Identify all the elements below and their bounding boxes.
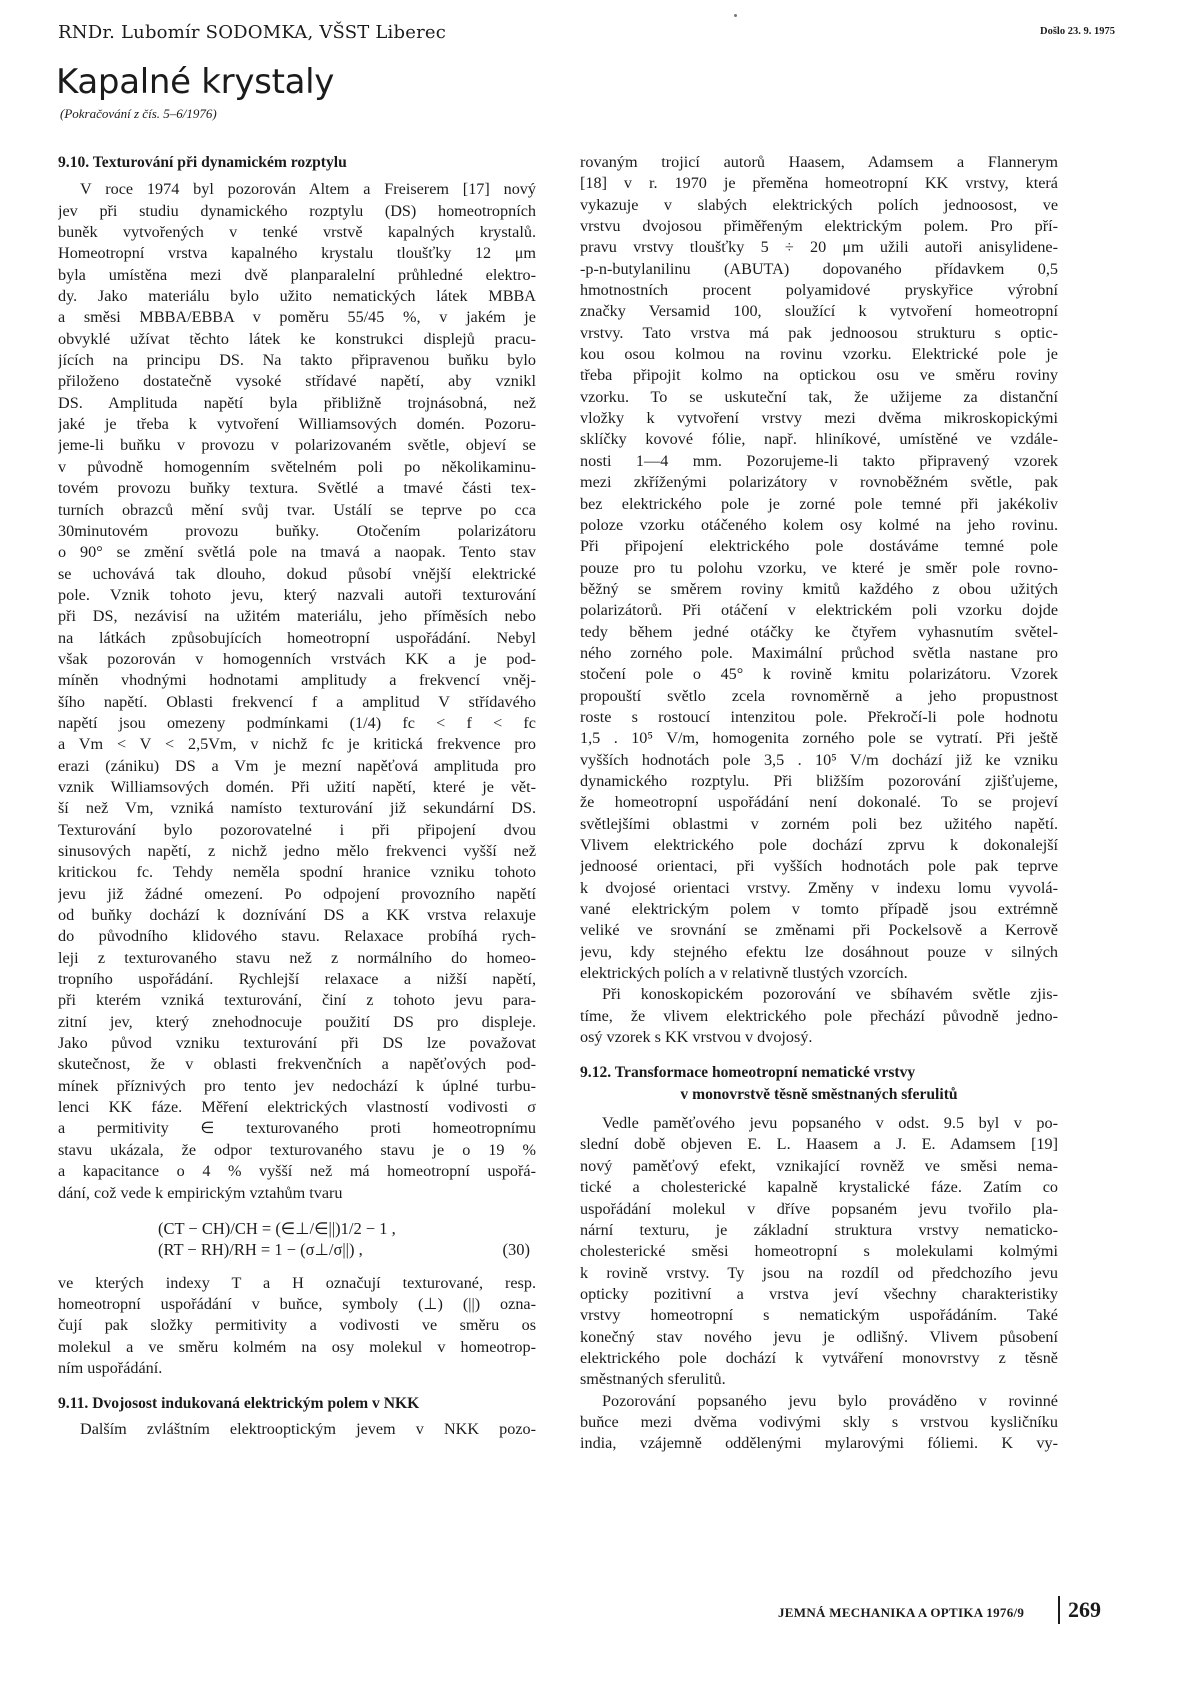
text-line: DS. Amplituda napětí byla přibližně trojnásobná, než [58,393,536,412]
text-line: šího napětí. Oblasti frekvencí f a amplitud V střídavého [58,692,536,711]
text-line: buňce mezi dvěma vodivými skly s vrstvou kysličníku [580,1412,1058,1431]
text-line: jících na principu DS. Na takto připravenou buňku bylo [58,351,536,370]
text-line: cholesterické směsi homeotropní s molekulami kolmými [580,1242,1058,1261]
page-number: 269 [1068,1597,1101,1622]
text-line: stavu ukázala, že odpor texturovaného stavu je o 19 % [58,1140,536,1159]
text-line: tropního uspořádání. Rychlejší relaxace a nižší napětí, [58,970,536,989]
text-line: Texturování bylo pozorovatelné i při připojení dvou [58,820,536,839]
text-line: při DS, nezávisí na užitém materiálu, jeho příměsích nebo [58,607,536,626]
text-line: jeme-li buňku v provozu v polarizovaném světle, objeví se [58,436,536,455]
text-line: konečný stav nového jevu je odlišný. Vlivem působení [580,1327,1058,1346]
footer-divider [1058,1596,1060,1624]
text-line: pole. Vznik tohoto jevu, který nazvali autoři texturování [58,585,536,604]
text-line: nární texturu, je základní struktura vrstvy nematicko- [580,1220,1058,1239]
text-line: a Vm < V < 2,5Vm, v nichž fc je kritická frekvence pro [58,735,536,754]
section-heading: 9.11. Dvojosost indukovaná elektrickým polem v NKK [58,1395,420,1413]
text-line: jaké je třeba k vytvoření Williamsových domén. Pozoru- [58,415,536,434]
continuation-note: (Pokračování z čís. 5–6/1976) [60,106,217,121]
text-line: byla umístěna mezi dvě planparalelní průhledné elektro- [58,265,536,284]
text-line: bez elektrického pole je zorné pole temné při jakékoliv [580,494,1058,513]
text-line: a směsi MBBA/EBBA v poměru 55/45 %, v jakém je [58,308,536,327]
text-line: jednoosé orientaci, při vyšších hodnotách pole pak teprve [580,857,1058,876]
spacer [58,1204,536,1218]
text-line: turních obrazců mění svůj tvar. Ustálí se teprve po cca [58,500,536,519]
text-line: mínek příznivých pro tento jev nedochází k úplné turbu- [58,1076,536,1095]
text-line: tovém provozu buňky textura. Světlé a tmavé části tex- [58,479,536,498]
text-line: -p-n-butylanilinu (ABUTA) dopovaného přídavkem 0,5 [580,259,1058,278]
text-line: v původně homogenním světelném poli po několikaminu- [58,457,536,476]
spacer [58,1261,536,1273]
text-line: india, vzájemně oddělenými mylarovými fóliemi. K vy- [580,1434,1058,1453]
scan-mark [734,14,737,17]
text-line: dy. Jako materiálu bylo užito nematických látek MBBA [58,287,536,306]
text-line: zitní jev, který znehodnocuje použití DS pro displeje. [58,1012,536,1031]
text-line: a kapacitance o 4 % vyšší než má homeotropní uspořá- [58,1162,536,1181]
text-line: veliké ve srovnání se změnami při Pockelsově a Kerrově [580,921,1058,940]
text-line: třeba připojit kolmo na optickou osu ve směru roviny [580,366,1058,385]
spacer [580,1048,1058,1062]
text-line: opticky pozitivní a vrstva jeví všechny charakteristiky [580,1284,1058,1303]
equation-text: (RT − RH)/RH = 1 − (σ⊥/σ||) , [158,1240,363,1260]
equation-number: (30) [502,1240,530,1260]
text-line: osý vzorek s KK vrstvou v dvojosý. [580,1028,813,1047]
equation-text: (CT − CH)/CH = (∈⊥/∈||)1/2 − 1 , [158,1218,396,1238]
text-line: k dvojosé orientaci vrstvy. Změny v indexu lomu vyvolá- [580,878,1058,897]
spacer [580,1105,1058,1113]
text-line: rovaným trojicí autorů Haasem, Adamsem a Flannerym [580,153,1058,171]
text-line: přiloženo dostatečně vysoké střídavé napětí, aby vznikl [58,372,536,391]
text-line: elektrického pole dochází k vytváření monovrstvy z těsně [580,1348,1058,1367]
text-line: homeotropní uspořádání v buňce, symboly (⊥) (||) ozna- [58,1294,536,1313]
text-line: nový paměťový efekt, vznikající rovněž ve směsi nema- [580,1156,1058,1175]
text-line: kritickou fc. Tehdy neměla spodní hranice vzniku tohoto [58,863,536,882]
left-column [58,152,536,1440]
text-line: vzorku. To se uskuteční tak, že užijeme za distanční [580,387,1058,406]
text-line: a permitivity ∈ texturovaného proti homeotropnímu [58,1119,536,1138]
text-line: lenci KK fáze. Měření elektrických vlastností vodivosti σ [58,1098,536,1117]
text-line: vané elektrickým polem v tomto případě jsou extrémně [580,900,1058,919]
section-heading: v monovrstvě těsně směstnaných sferulitů [680,1085,958,1103]
text-line: světlejšími oblastmi v zorném poli bez užitého napětí. [580,814,1058,833]
text-line: Při konoskopickém pozorování ve sbíhavém světle zjis- [602,985,1058,1004]
text-line: ší než Vm, vzniká namísto texturování již sekundární DS. [58,799,536,818]
text-line: roste s rostoucí intenzitou pole. Překročí-li pole hodnotu [580,707,1058,726]
text-line: hmotnostních procent polyamidové pryskyřice výrobní [580,281,1058,300]
text-line: elektrických polích a v relativně tlustých vzorcích. [580,964,908,983]
text-line: se uchovává tak dlouho, dokud působí vnější elektrické [58,564,536,583]
text-line: Vlivem elektrického pole dochází zprvu k dokonalejší [580,836,1058,854]
text-line: o 90° se změní světlá pole na tmavá a naopak. Tento stav [58,543,536,562]
text-line: Vedle paměťového jevu popsaného v odst. 9.5 byl v po- [602,1114,1058,1133]
text-line: vrstvy homeotropní s nematickým uspořádáním. Také [580,1306,1058,1325]
text-line: jev při studiu dynamického rozptylu (DS) homeotropních [58,201,536,220]
text-line: vznik Williamsových domén. Při užití napětí, které je vět- [58,777,536,796]
text-line: napětí jsou omezeny podmínkami (1/4) fc < f < fc [58,713,536,732]
text-line: Pozorování popsaného jevu bylo prováděno v rovinné [602,1391,1058,1410]
text-line: tické a cholesterické kapalně krystalické fáze. Zatím co [580,1178,1058,1197]
text-line: molekul a ve směru kolmém na osy molekul v homeotrop- [58,1337,536,1356]
text-line: 1,5 . 10⁵ V/m, homogenita zorného pole se vytratí. Při ještě [580,729,1058,748]
text-line: slední době objeven E. L. Haasem a J. E. Adamsem [19] [580,1135,1058,1154]
text-line: při kterém vzniká texturování, činí z tohoto jevu para- [58,991,536,1010]
text-line: Jako původ vzniku texturování při DS lze považovat [58,1034,536,1053]
text-line: 30minutovém provozu buňky. Otočením polarizátoru [58,521,536,540]
equation-line [58,1218,536,1239]
spacer [58,1379,536,1393]
section-heading: 9.10. Texturování při dynamickém rozptylu [58,154,347,171]
text-line: pravu vrstvy tloušťky 5 ÷ 20 μm užili autoři anisylidene- [580,238,1058,257]
article-title: Kapalné krystaly [56,62,335,102]
text-line: ve kterých indexy T a H označují texturované, resp. [58,1273,536,1292]
text-line: jevu již žádné omezení. Po odpojení provozního napětí [58,884,536,903]
text-line: Homeotropní vrstva kapalného krystalu tloušťky 12 μm [58,244,536,263]
text-line: V roce 1974 byl pozorován Altem a Freiserem [17] nový [80,180,536,199]
author-line: RNDr. Lubomír SODOMKA, VŠST Liberec [58,22,447,43]
section-heading: 9.12. Transformace homeotropní nematické vrstvy [580,1064,916,1082]
text-line: sklíčky kovové fólie, např. hliníkové, umístěné ve vzdále- [580,430,1058,449]
text-line: Dalším zvláštním elektrooptickým jevem v NKK pozo- [80,1419,536,1438]
text-line: obvyklé užívat těchto látek ke konstrukci displejů pracu- [58,329,536,348]
text-line: čují pak složky permitivity a vodivosti ve směru os [58,1316,536,1335]
text-line: sinusových napětí, z nichž jedno mělo frekvenci vyšší než [58,842,536,860]
text-line: vykazuje v slabých elektrických polích jednoosost, ve [580,195,1058,214]
text-line: poloze vzorku otáčeného kolem osy kolmé na jeho rovinu. [580,515,1058,534]
text-line: ním uspořádání. [58,1358,163,1377]
text-line: k rovině vrstvy. Ty jsou na rozdíl od předchozího jevu [580,1263,1058,1282]
text-line: jevu, kdy stejného efektu lze dosáhnout pouze v silných [580,942,1058,961]
text-line: na látkách způsobujících homeotropní uspořádání. Nebyl [58,628,536,647]
text-line: dynamického rozptylu. Při bližším pozorování zjišťujeme, [580,771,1058,790]
text-line: vrstvy. Tato vrstva má pak jednoosou strukturu s optic- [580,323,1058,342]
text-line: do původního klidového stavu. Relaxace probíhá rych- [58,927,536,946]
equation-line [58,1239,536,1260]
text-line: od buňky dochází k doznívání DS a KK vrstva relaxuje [58,906,536,925]
text-line: [18] v r. 1970 je přeměna homeotropní KK vrstvy, která [580,174,1058,193]
text-line: propouští světlo zcela rovnoměrně a jeho propustnost [580,686,1058,705]
text-line: skutečnost, že v oblasti frekvenčních a napěťových pod- [58,1055,536,1074]
text-line: buněk vytvořených v tenké vrstvě kapalných krystalů. [58,223,536,242]
text-line: běžný se směrem roviny kmitů každého z obou užitých [580,579,1058,598]
text-line: značky Versamid 100, sloužící k vytvoření homeotropní [580,302,1058,321]
text-line: tíme, že vlivem elektrického pole přechází původně jedno- [580,1006,1058,1025]
text-line: směstnaných sferulitů. [580,1370,726,1389]
text-line: uspořádání molekul v dříve popsaném jevu tvořilo pla- [580,1199,1058,1218]
text-line: polarizátorů. Při otáčení v elektrickém poli vzorku dojde [580,601,1058,620]
text-line: leji z texturovaného stavu než z normálního do homeo- [58,948,536,967]
text-line: kou osou kolmou na rovinu vzorku. Elektrické pole je [580,345,1058,364]
right-column [580,152,1058,1455]
text-line: tedy během jedné otáčky ke čtyřem vyhasnutím světel- [580,622,1058,641]
text-line: vložky k vytvoření vrstvy mezi dvěma mikroskopickými [580,409,1058,428]
text-line: vyšších hodnotách pole 3,5 . 10⁵ V/m dochází již ke vzniku [580,750,1058,769]
received-date: Došlo 23. 9. 1975 [1040,26,1115,37]
text-line: erazi (zániku) DS a Vm je mezní napěťová amplituda pro [58,756,536,775]
text-line: že homeotropní uspořádání není dokonalé. To se projeví [580,793,1058,812]
text-line: Při připojení elektrického pole dostáváme temné pole [580,537,1058,556]
text-line: míněn vhodnými hodnotami amplitudy a frekvencí vněj- [58,671,536,690]
text-line: však pozorován v homogenních vrstvách KK a je pod- [58,649,536,668]
journal-footer: JEMNÁ MECHANIKA A OPTIKA 1976/9 [778,1605,1025,1620]
text-line: nosti 1—4 mm. Pozorujeme-li takto připravený vzorek [580,451,1058,470]
text-line: ného zorného pole. Maximální průchod světla nastane pro [580,643,1058,662]
text-line: vrstvu dvojosou přiměřeným elektrickým polem. Pro pří- [580,217,1058,236]
text-line: dání, což vede k empirickým vztahům tvaru [58,1183,343,1202]
text-line: pouze pro tu polohu vzorku, ve které je směr pole rovno- [580,558,1058,577]
text-line: mezi zkříženými polarizátory v rovnoběžném světle, pak [580,473,1058,492]
text-line: stočení pole o 45° k rovině kmitu polarizátoru. Vzorek [580,665,1058,684]
